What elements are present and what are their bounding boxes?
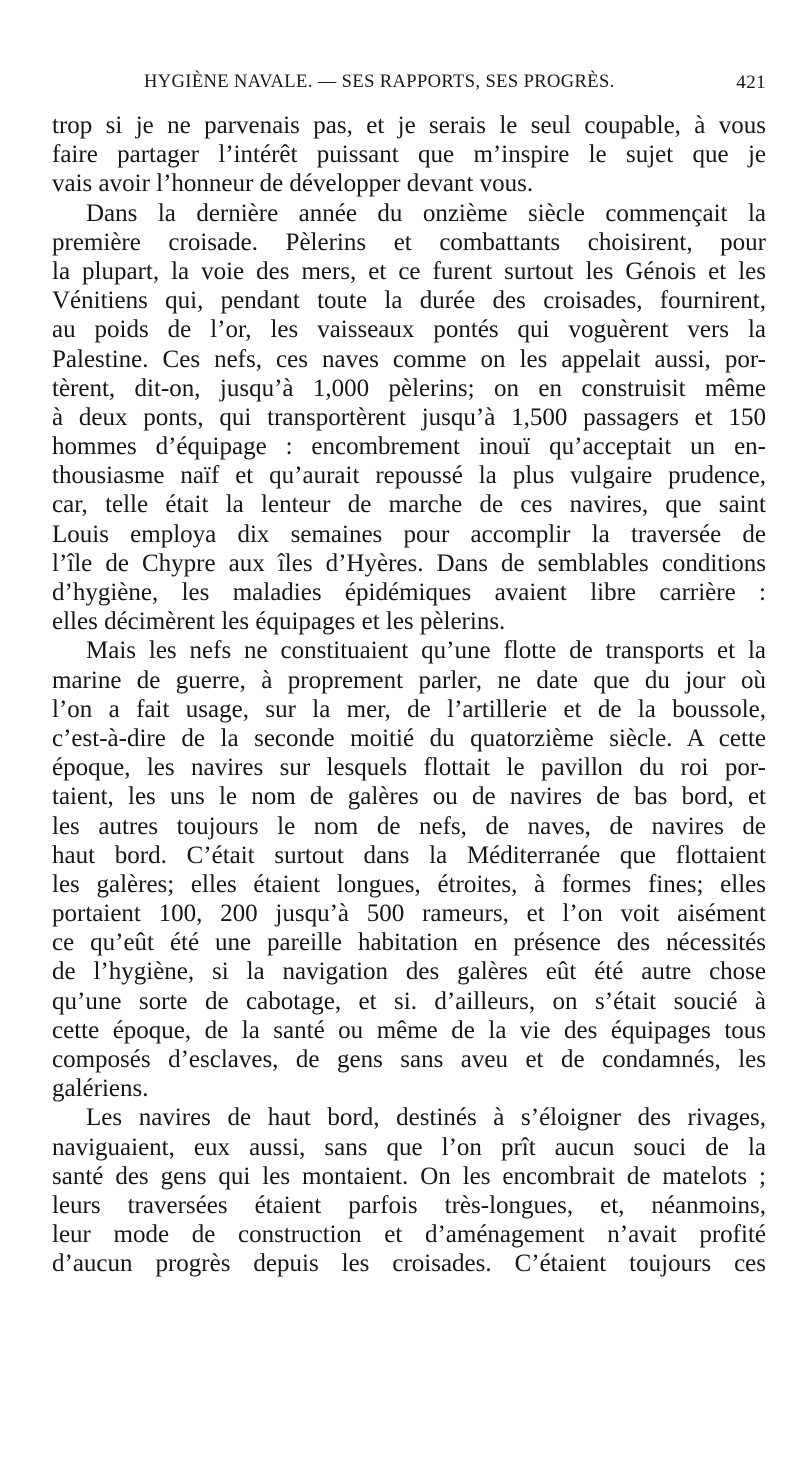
text-line: car, telle était la lenteur de marche de ces navires, que saint — [52, 491, 766, 519]
text-line: santé des gens qui les montaient. On les encombrait de matelots ; — [52, 1162, 766, 1190]
text-line: d’aucun progrès depuis les croisades. C’étaient toujours ces — [52, 1250, 766, 1278]
text-line: leurs traversées étaient parfois très-longues, et, néanmoins, — [52, 1191, 766, 1219]
text-line: l’on a fait usage, sur la mer, de l’artillerie et de la boussole, — [52, 695, 766, 723]
text-line: Louis employa dix semaines pour accomplir la traversée de — [52, 520, 766, 548]
running-title: HYGIÈNE NAVALE. — SES RAPPORTS, SES PROGRÈS. — [144, 72, 615, 92]
text-line: hommes d’équipage : encombrement inouï qu’acceptait un en- — [52, 433, 766, 461]
text-line: leur mode de construction et d’aménagement n’avait profité — [52, 1221, 766, 1249]
text-line: première croisade. Pèlerins et combattants choisirent, pour — [52, 228, 766, 256]
text-line: naviguaient, eux aussi, sans que l’on prît aucun souci de la — [52, 1133, 766, 1161]
text-line: trop si je ne parvenais pas, et je serais le seul coupable, à vous — [52, 112, 766, 139]
text-line: la plupart, la voie des mers, et ce furent surtout les Génois et les — [52, 257, 766, 285]
text-line: les autres toujours le nom de nefs, de naves, de navires de — [52, 812, 766, 840]
body-text — [52, 111, 766, 1279]
text-line: haut bord. C’était surtout dans la Méditerranée que flottaient — [52, 841, 766, 869]
text-line: les galères; elles étaient longues, étroites, à formes fines; elles — [52, 870, 766, 898]
text-line: qu’une sorte de cabotage, et si. d’ailleurs, on s’était soucié à — [52, 987, 766, 1015]
text-line: composés d’esclaves, de gens sans aveu et de condamnés, les — [52, 1046, 766, 1073]
text-line: faire partager l’intérêt puissant que m’inspire le sujet que je — [52, 141, 766, 169]
text-line: d’hygiène, les maladies épidémiques avaient libre carrière : — [52, 579, 766, 606]
text-line: Palestine. Ces nefs, ces naves comme on les appelait aussi, por- — [52, 345, 766, 373]
paragraph-first-line: Les navires de haut bord, destinés à s’éloigner des rivages, — [86, 1104, 766, 1132]
text-line: elles décimèrent les équipages et les pèlerins. — [52, 608, 506, 636]
text-line: époque, les navires sur lesquels flottait le pavillon du roi por- — [52, 754, 766, 782]
text-line: Vénitiens qui, pendant toute la durée des croisades, fournirent, — [52, 287, 766, 315]
running-head — [52, 68, 766, 102]
text-line: cette époque, de la santé ou même de la vie des équipages tous — [52, 1016, 766, 1044]
text-line: au poids de l’or, les vaisseaux pontés qui voguèrent vers la — [52, 316, 766, 344]
page-number: 421 — [736, 72, 766, 93]
paragraph-first-line: Mais les nefs ne constituaient qu’une flotte de transports et la — [86, 637, 766, 665]
text-line: à deux ponts, qui transportèrent jusqu’à 1,500 passagers et 150 — [52, 403, 766, 431]
text-line: galériens. — [52, 1075, 149, 1103]
text-line: portaient 100, 200 jusqu’à 500 rameurs, et l’on voit aisément — [52, 900, 766, 928]
text-line: de l’hygiène, si la navigation des galères eût été autre chose — [52, 958, 766, 986]
text-line: ce qu’eût été une pareille habitation en présence des nécessités — [52, 929, 766, 957]
text-line: thousiasme naïf et qu’aurait repoussé la plus vulgaire prudence, — [52, 462, 766, 490]
paragraph-first-line: Dans la dernière année du onzième siècle commençait la — [86, 199, 766, 227]
text-line: marine de guerre, à proprement parler, ne date que du jour où — [52, 666, 766, 694]
text-line: vais avoir l’honneur de développer devant vous. — [52, 170, 534, 198]
text-line: l’île de Chypre aux îles d’Hyères. Dans de semblables conditions — [52, 549, 766, 577]
text-line: taient, les uns le nom de galères ou de navires de bas bord, et — [52, 783, 766, 811]
text-line: tèrent, dit-on, jusqu’à 1,000 pèlerins; on en construisit même — [52, 374, 766, 402]
text-line: c’est-à-dire de la seconde moitié du quatorzième siècle. A cette — [52, 724, 766, 752]
